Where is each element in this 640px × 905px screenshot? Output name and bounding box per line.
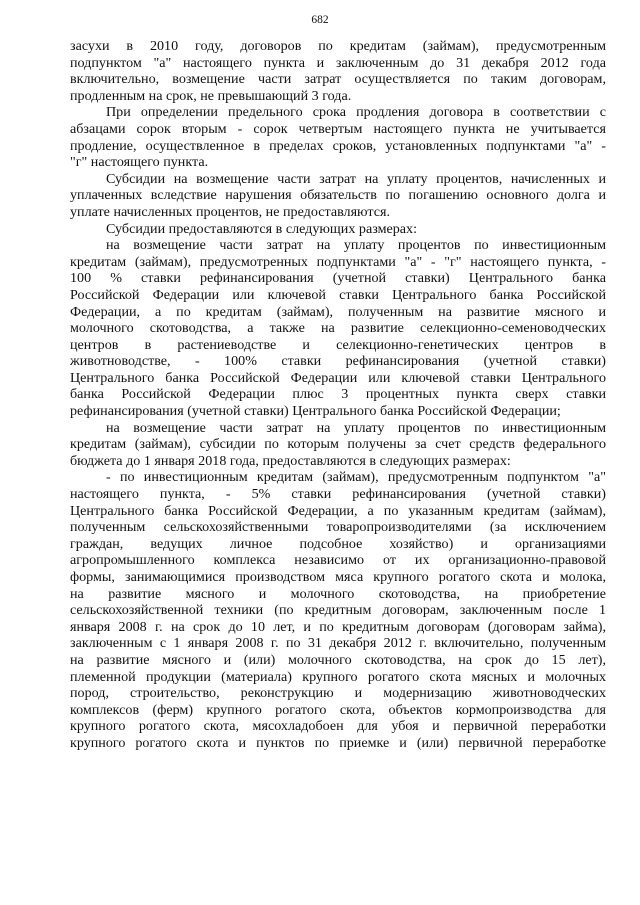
text-line: засухи в 2010 году, договоров по кредитам (займам), предусмотренным [70, 38, 606, 54]
text-line: Российской Федерации или ключевой ставки Центрального банка Российской [70, 286, 606, 303]
text-line: Субсидии предоставляются в следующих размерах: [106, 220, 418, 237]
text-line: настоящего пункта, - 5% ставки рефинансирования (учетной ставки) [70, 486, 606, 503]
text-line: Центрального банка Российской Федерации, а по указанным кредитам (займам), [70, 502, 606, 519]
text-line: на возмещение части затрат на уплату процентов по инвестиционным [106, 419, 606, 436]
text-line: на возмещение части затрат на уплату процентов по инвестиционным [106, 237, 606, 254]
text-line: 100 % ставки рефинансирования (учетной ставки) Центрального банка [70, 270, 606, 287]
text-line: бюджета до 1 января 2018 года, предоставляются в следующих размерах: [70, 452, 511, 469]
text-line: на развитие мясного и молочного скотоводства, на приобретение [70, 585, 606, 602]
text-line: включительно, возмещение части затрат осуществляется по таким договорам, [70, 71, 606, 88]
text-line: "г" настоящего пункта. [70, 154, 209, 171]
text-line: уплаченных вследствие нарушения обязательств по погашению основного долга и [70, 187, 606, 204]
text-line: кредитам (займам), предусмотренных подпунктами "а" - "г" настоящего пункта, - [70, 253, 606, 270]
text-line: молочного скотоводства, а также на развитие селекционно-семеноводческих [70, 320, 606, 337]
text-line: центров в растениеводстве и селекционно-генетических центров в [70, 336, 606, 353]
text-line: рефинансирования (учетной ставки) Центрального банка Российской Федерации; [70, 403, 561, 420]
text-line: продление, осуществленное в пределах сроков, установленных подпунктами "а" - [70, 137, 606, 154]
text-line: банка Российской Федерации плюс 3 процентных пункта сверх ставки [70, 386, 606, 403]
text-line: на развитие мясного и (или) молочного скотоводства, на срок до 15 лет), [70, 651, 606, 668]
text-line: Центрального банка Российской Федерации или ключевой ставки Центрального [70, 369, 606, 386]
text-line: крупного рогатого скота, мясохладобоен для убоя и первичной переработки [70, 718, 606, 735]
document-text [70, 38, 606, 752]
text-line: заключенным с 1 января 2008 г. по 31 декабря 2012 г. включительно, полученным [70, 635, 606, 652]
text-line: кредитам (займам), субсидии по которым получены за счет средств федерального [70, 436, 606, 453]
text-line: января 2008 г. на срок до 10 лет, и по кредитным договорам (договорам займа), [70, 618, 606, 635]
text-line: уплате начисленных процентов, не предоставляются. [70, 203, 390, 220]
text-line: животноводстве, - 100% ставки рефинансирования (учетной ставки) [70, 353, 606, 370]
text-line: комплексов (ферм) крупного рогатого скота, объектов кормопроизводства для [70, 701, 606, 718]
page-number: 682 [311, 14, 329, 26]
text-line: - по инвестиционным кредитам (займам), предусмотренным подпунктом "а" [106, 469, 606, 486]
text-line: подпунктом "а" настоящего пункта и заключенным до 31 декабря 2012 года [70, 54, 606, 71]
text-line: полученным сельскохозяйственными товаропроизводителями (за исключением [70, 519, 606, 536]
text-line: крупного рогатого скота и пунктов по приемке и (или) первичной переработке [70, 734, 606, 751]
text-line: граждан, ведущих личное подсобное хозяйство) и организациями [70, 535, 606, 552]
text-line: агропромышленного комплекса независимо от их организационно-правовой [70, 552, 606, 569]
text-line: При определении предельного срока продления договора в соответствии с [106, 104, 606, 121]
text-line: абзацами сорок вторым - сорок четвертым настоящего пункта не учитывается [70, 120, 606, 137]
text-line: Субсидии на возмещение части затрат на уплату процентов, начисленных и [106, 170, 606, 187]
text-line: формы, занимающимися производством мяса крупного рогатого скота и молока, [70, 569, 606, 585]
text-line: сельскохозяйственной техники (по кредитным договорам, заключенным после 1 [70, 602, 606, 619]
text-line: пород, строительство, реконструкцию и модернизацию животноводческих [70, 685, 606, 702]
text-line: продленным на срок, не превышающий 3 года. [70, 87, 352, 104]
text-line: Федерации, а по кредитам (займам), полученным на развитие мясного и [70, 303, 606, 320]
text-line: племенной продукции (материала) крупного рогатого скота мясных и молочных [70, 668, 606, 685]
